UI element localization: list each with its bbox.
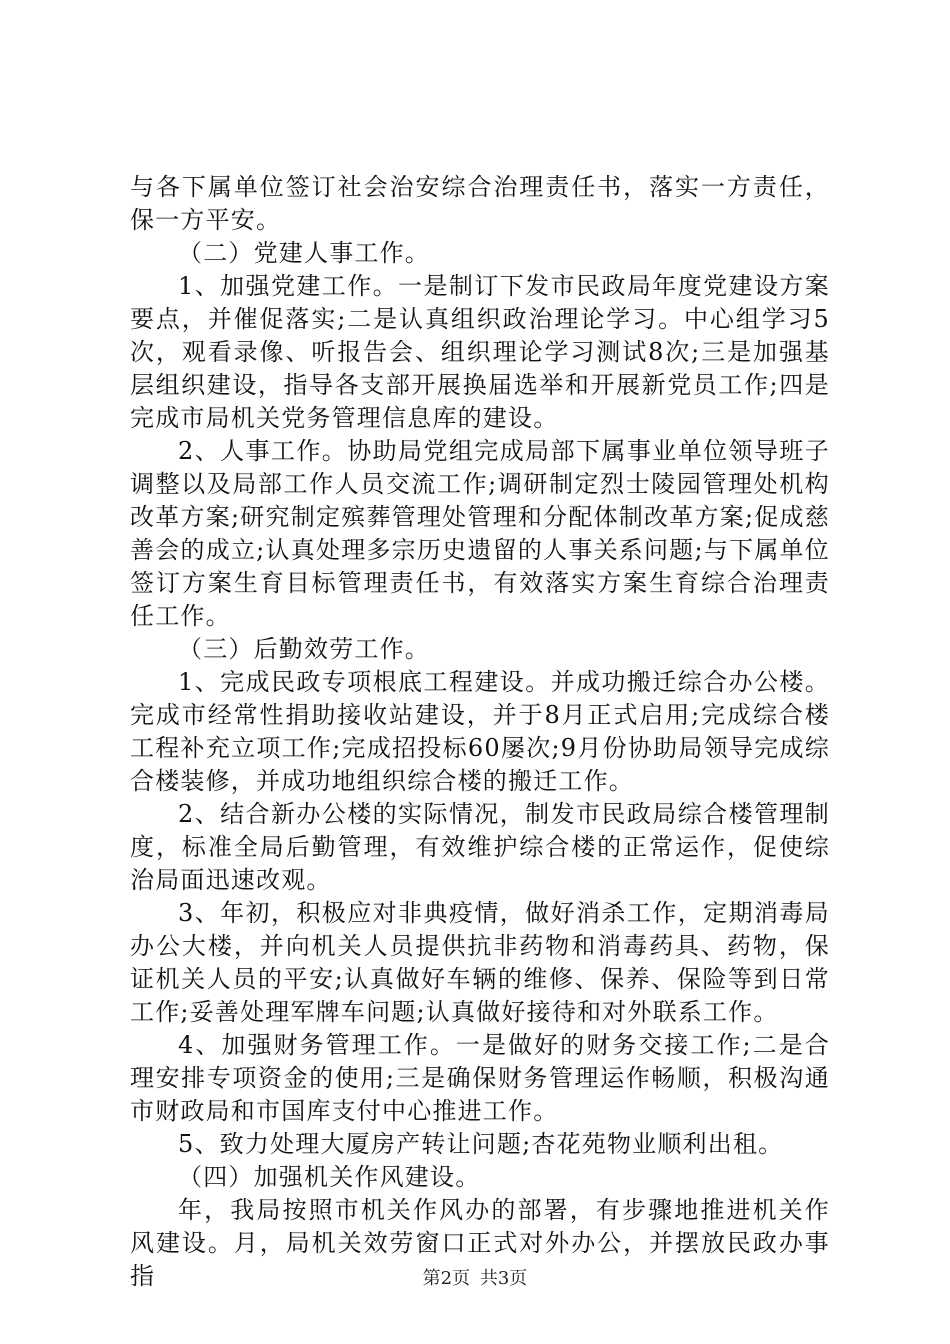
paragraph-construction: 1、完成民政专项根底工程建设。并成功搬迁综合办公楼。完成市经常性捐助接收站建设，并于8月正式启用;完成综合楼工程补充立项工作;完成招投标60屡次;9月份协助局领导完成综合楼装修，并成功地组织综合楼的搬迁工作。 xyxy=(130,668,830,795)
section-heading-work-style: （四）加强机关作风建设。 xyxy=(178,1163,481,1191)
page-footer xyxy=(0,1268,950,1290)
paragraph-finance: 4、加强财务管理工作。一是做好的财务交接工作;二是合理安排专项资金的使用;三是确保财务管理运作畅顺，积极沟通市财政局和市国库支付中心推进工作。 xyxy=(130,1031,830,1125)
section-heading-logistics: （三）后勤效劳工作。 xyxy=(178,635,430,663)
paragraph-work-style: 年，我局按照市机关作风办的部署，有步骤地推进机关作风建设。月，局机关效劳窗口正式对外办公，并摆放民政办事指 xyxy=(130,1196,830,1290)
page-total: 共3页 xyxy=(479,1268,528,1289)
paragraph-building-management: 2、结合新办公楼的实际情况，制发市民政局综合楼管理制度，标准全局后勤管理，有效维护综合楼的正常运作，促使综治局面迅速改观。 xyxy=(130,800,830,894)
paragraph-continuation: 与各下属单位签订社会治安综合治理责任书，落实一方责任，保一方平安。 xyxy=(130,173,830,234)
paragraph-personnel: 2、人事工作。协助局党组完成局部下属事业单位领导班子调整以及局部工作人员交流工作;调研制定烈士陵园管理处机构改革方案;研究制定殡葬管理处管理和分配体制改革方案;促成慈善会的成立;认真处理多宗历史遗留的人事关系问题;与下属单位签订方案生育目标管理责任书，有效落实方案生育综合治理责任工作。 xyxy=(130,437,830,630)
paragraph-epidemic-response: 3、年初，积极应对非典疫情，做好消杀工作，定期消毒局办公大楼，并向机关人员提供抗非药物和消毒药具、药物，保证机关人员的平安;认真做好车辆的维修、保养、保险等到日常工作;妥善处理军牌车问题;认真做好接待和对外联系工作。 xyxy=(130,899,830,1026)
paragraph-property: 5、致力处理大厦房产转让问题;杏花苑物业顺利出租。 xyxy=(178,1130,784,1158)
paragraph-party-building: 1、加强党建工作。一是制订下发市民政局年度党建设方案要点，并催促落实;二是认真组织政治理论学习。中心组学习5次，观看录像、听报告会、组织理论学习测试8次;三是加强基层组织建设，指导各支部开展换届选举和开展新党员工作;四是完成市局机关党务管理信息库的建设。 xyxy=(130,272,830,432)
document-body xyxy=(130,171,830,1293)
page-number: 第2页 xyxy=(422,1268,471,1289)
section-heading-party-personnel: （二）党建人事工作。 xyxy=(178,239,430,267)
